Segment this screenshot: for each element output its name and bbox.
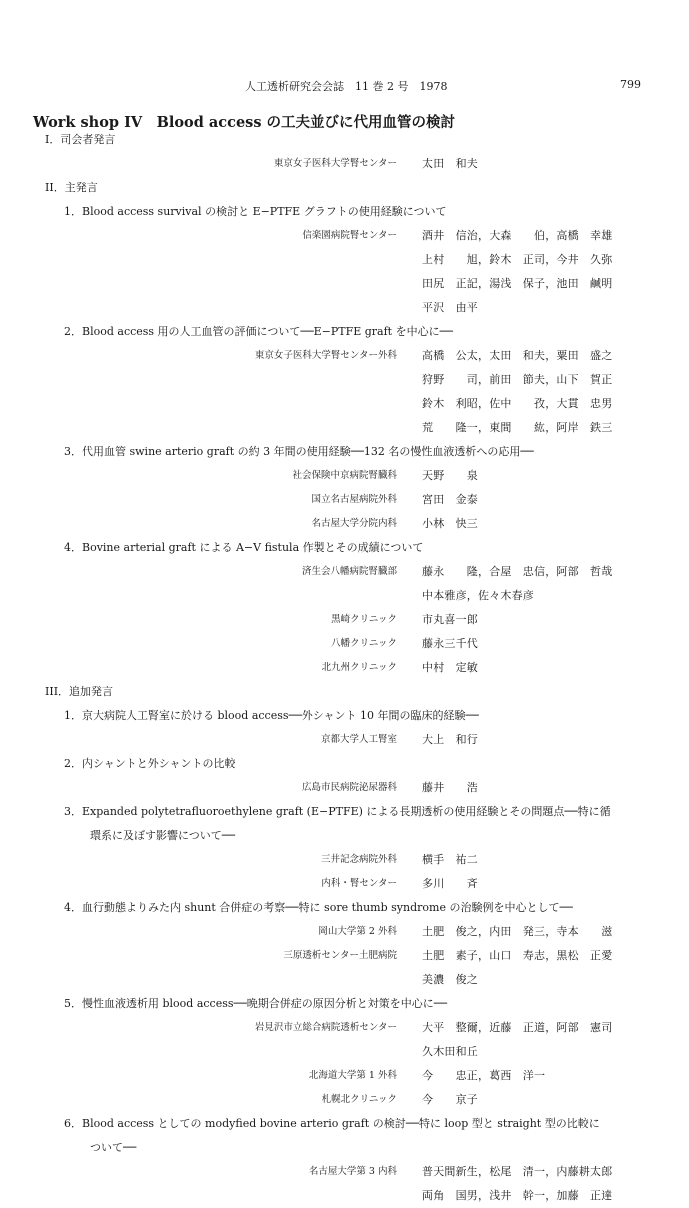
author-row xyxy=(0,776,689,800)
author-names: 多川 斉 xyxy=(422,877,478,890)
item-title: 3．代用血管 swine arterio graft の約 3 年間の使用経験──132 名の慢性血液透析への応用── xyxy=(64,445,534,458)
author-row xyxy=(0,944,689,968)
author-names: 小林 快三 xyxy=(422,517,478,530)
author-row xyxy=(0,464,689,488)
author-row xyxy=(0,608,689,632)
author-names: 天野 泉 xyxy=(422,469,478,482)
author-names: 大上 和行 xyxy=(422,733,478,746)
author-names: 大平 整爾，近藤 正道，阿部 憲司 xyxy=(422,1021,613,1034)
author-names: 久木田和丘 xyxy=(422,1045,478,1058)
institution: 北九州クリニック xyxy=(321,662,397,673)
author-names: 藤永 隆，合屋 忠信，阿部 哲哉 xyxy=(422,565,613,578)
institution: 東京女子医科大学腎センター外科 xyxy=(254,350,397,361)
page-number: 799 xyxy=(620,78,641,91)
institution: 京都大学人工腎室 xyxy=(320,734,397,745)
institution: 名古屋大学第 3 内科 xyxy=(308,1166,397,1177)
author-row xyxy=(0,512,689,536)
item-title: 1．京大病院人工腎室に於ける blood access──外シャント 10 年間の臨床的経験── xyxy=(64,709,479,722)
item-title: 2．Blood access 用の人工血管の評価について──E−PTFE graft を中心に── xyxy=(64,325,453,338)
author-row xyxy=(0,560,689,584)
author-row xyxy=(0,1088,689,1112)
author-row xyxy=(0,224,689,248)
program-list xyxy=(0,128,689,1208)
section-heading xyxy=(0,128,689,152)
author-row xyxy=(0,368,689,392)
author-row xyxy=(0,968,689,992)
author-row xyxy=(0,1064,689,1088)
list-item xyxy=(0,536,689,560)
author-names: 中本雅彦，佐々木春彦 xyxy=(422,589,534,602)
author-row xyxy=(0,416,689,440)
institution: 岡山大学第 2 外科 xyxy=(318,926,397,937)
author-row xyxy=(0,1040,689,1064)
author-row xyxy=(0,152,689,176)
author-row xyxy=(0,248,689,272)
list-item xyxy=(0,440,689,464)
author-names: 藤井 浩 xyxy=(422,781,478,794)
author-names: 鈴木 利昭，佐中 孜，大貫 忠男 xyxy=(422,397,613,410)
institution: 岩見沢市立総合病院透析センター xyxy=(254,1022,397,1033)
author-row xyxy=(0,392,689,416)
author-names: 平沢 由平 xyxy=(422,301,478,314)
author-row xyxy=(0,848,689,872)
institution: 社会保険中京病院腎臓科 xyxy=(292,470,397,481)
author-row xyxy=(0,656,689,680)
item-title: ついて── xyxy=(90,1141,137,1154)
author-row xyxy=(0,872,689,896)
section-title: III．追加発言 xyxy=(45,685,114,698)
institution: 三原透析センター土肥病院 xyxy=(283,950,397,961)
item-title: 3．Expanded polytetrafluoroethylene graft (E−PTFE) による長期透析の使用経験とその問題点──特に循 xyxy=(64,805,611,818)
list-item xyxy=(0,824,689,848)
author-names: 横手 祐二 xyxy=(422,853,478,866)
item-title: 4．Bovine arterial graft による A−V fistula 作製とその成績について xyxy=(64,541,424,554)
author-names: 市丸喜一郎 xyxy=(422,613,478,626)
list-item xyxy=(0,800,689,824)
section-heading xyxy=(0,176,689,200)
author-names: 狩野 司，前田 節夫，山下 賀正 xyxy=(422,373,613,386)
institution: 北海道大学第 1 外科 xyxy=(308,1070,397,1081)
author-names: 土肥 素子，山口 寿志，黒松 正愛 xyxy=(422,949,613,962)
author-row xyxy=(0,584,689,608)
author-row xyxy=(0,296,689,320)
author-names: 酒井 信治，大森 伯，高橋 幸雄 xyxy=(422,229,613,242)
author-names: 太田 和夫 xyxy=(422,157,478,170)
institution: 八幡クリニック xyxy=(331,638,397,649)
author-row xyxy=(0,920,689,944)
institution: 国立名古屋病院外科 xyxy=(311,494,397,505)
workshop-title: Work shop IV Blood access の工夫並びに代用血管の検討 xyxy=(33,114,456,131)
author-row xyxy=(0,728,689,752)
author-names: 美濃 俊之 xyxy=(422,973,478,986)
section-title: I．司会者発言 xyxy=(45,133,116,146)
item-title: 4．血行動態よりみた内 shunt 合併症の考察──特に sore thumb syndrome の治験例を中心として── xyxy=(64,901,573,914)
author-names: 藤永三千代 xyxy=(422,637,478,650)
author-names: 上村 旭，鈴木 正司，今井 久弥 xyxy=(422,253,613,266)
institution: 東京女子医科大学腎センター xyxy=(273,158,397,169)
author-row xyxy=(0,344,689,368)
author-row xyxy=(0,1184,689,1208)
institution: 済生会八幡病院腎臓部 xyxy=(301,566,397,577)
author-names: 今 京子 xyxy=(422,1093,478,1106)
item-title: 6．Blood access としての modyfied bovine arterio graft の検討──特に loop 型と straight 型の比較に xyxy=(64,1117,600,1130)
institution: 内科・腎センター xyxy=(321,878,397,889)
list-item xyxy=(0,896,689,920)
list-item xyxy=(0,704,689,728)
author-row xyxy=(0,632,689,656)
journal-header: 人工透析研究会会誌 11 巻 2 号 1978 xyxy=(245,80,448,93)
item-title: 環系に及ぼす影響について── xyxy=(90,829,236,842)
author-row xyxy=(0,272,689,296)
author-names: 田尻 正記，湯浅 保子，池田 鹹明 xyxy=(422,277,613,290)
author-names: 宮田 金泰 xyxy=(422,493,478,506)
author-names: 普天間新生，松尾 清一，内藤耕太郎 xyxy=(422,1165,613,1178)
item-title: 5．慢性血液透析用 blood access──晩期合併症の原因分析と対策を中心に── xyxy=(64,997,448,1010)
list-item xyxy=(0,200,689,224)
institution: 信楽園病院腎センター xyxy=(302,230,397,241)
item-title: 1．Blood access survival の検討と E−PTFE グラフトの使用経験について xyxy=(64,205,447,218)
author-names: 中村 定敏 xyxy=(422,661,478,674)
author-names: 今 忠正，葛西 洋一 xyxy=(422,1069,546,1082)
author-row xyxy=(0,1160,689,1184)
author-names: 荒 隆一，東間 紘，阿岸 鉄三 xyxy=(422,421,613,434)
author-row xyxy=(0,1016,689,1040)
institution: 名古屋大学分院内科 xyxy=(311,518,397,529)
author-names: 高橋 公太，太田 和夫，粟田 盛之 xyxy=(422,349,613,362)
list-item xyxy=(0,1136,689,1160)
institution: 三井記念病院外科 xyxy=(320,854,397,865)
section-title: II．主発言 xyxy=(45,181,98,194)
institution: 広島市民病院泌尿器科 xyxy=(301,782,397,793)
author-row xyxy=(0,488,689,512)
list-item xyxy=(0,752,689,776)
author-names: 両角 国男，浅井 幹一，加藤 正達 xyxy=(422,1189,613,1202)
list-item xyxy=(0,1112,689,1136)
author-names: 土肥 俊之，内田 発三，寺本 滋 xyxy=(422,925,613,938)
list-item xyxy=(0,320,689,344)
section-heading xyxy=(0,680,689,704)
item-title: 2．内シャントと外シャントの比較 xyxy=(64,757,236,770)
institution: 黒崎クリニック xyxy=(331,614,397,625)
institution: 札幌北クリニック xyxy=(321,1094,397,1105)
